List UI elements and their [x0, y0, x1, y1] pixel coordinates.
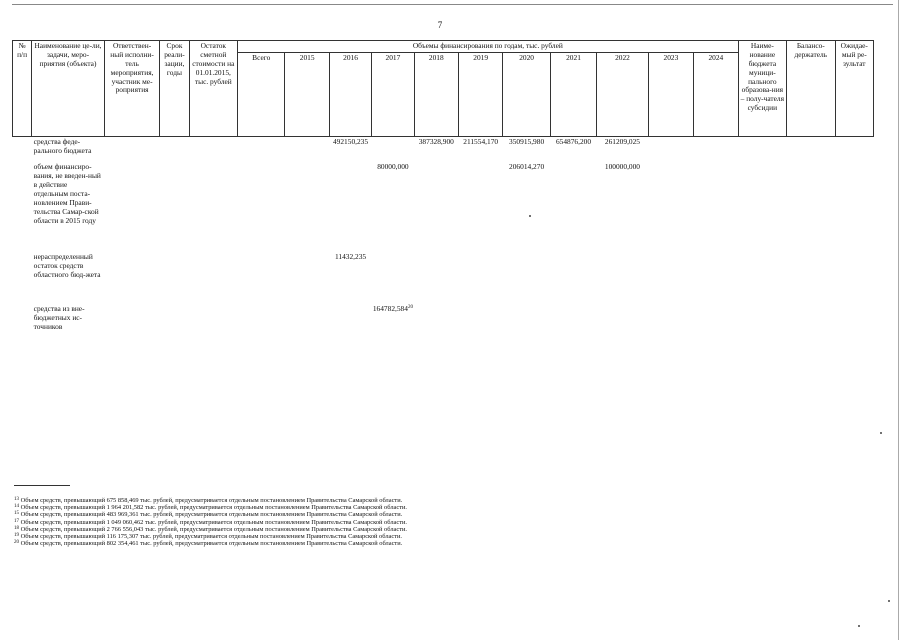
cell-value — [694, 304, 739, 344]
cell-value — [285, 252, 329, 304]
col-header-total: Всего — [238, 52, 285, 136]
col-header-year: 2018 — [414, 52, 458, 136]
cell-value — [550, 304, 596, 344]
cell-value — [414, 136, 458, 162]
cell-value-text: 492150,235 — [332, 136, 369, 146]
footnote-ref: 20 — [407, 305, 413, 311]
footnote-number: 15 — [14, 511, 19, 517]
cell-holder — [787, 304, 835, 344]
cell-value-text: 206014,270 — [509, 162, 545, 172]
col-header-municipality: Наиме-нование бюджета муници-пального образова-ния – полу-чателя субсидии — [738, 41, 786, 137]
cell-value-text: 164782,584 — [372, 304, 408, 314]
cell-value — [503, 136, 550, 162]
cell-value — [458, 252, 502, 304]
cell-value — [329, 304, 371, 344]
col-header-remainder: Остаток сметной стоимости на 01.01.2015, тыс. рублей — [189, 41, 237, 137]
cell-value — [648, 162, 693, 252]
cell-responsible — [104, 162, 160, 252]
table-row — [13, 162, 874, 252]
cell-term — [160, 162, 189, 252]
cell-value — [648, 136, 693, 162]
cell-value — [414, 252, 458, 304]
footnote — [14, 519, 754, 526]
footnote — [14, 540, 754, 547]
cell-expected — [835, 252, 873, 304]
scan-speck — [529, 215, 531, 217]
cell-remainder — [189, 304, 237, 344]
col-header-num: № п/п — [13, 41, 32, 137]
footnote-text: Объем средств, превышающий 1 049 060,462 тыс. рублей, предусматривается отдельным постановлением Правительства Самарской области. — [20, 518, 408, 526]
col-header-expected: Ожидае-мый ре-зультат — [835, 41, 873, 137]
cell-value — [648, 304, 693, 344]
cell-value — [503, 304, 550, 344]
cell-value — [694, 136, 739, 162]
cell-value — [329, 252, 371, 304]
cell-value — [372, 304, 414, 344]
cell-value-text: 100000,000 — [604, 162, 640, 172]
cell-value — [458, 162, 502, 252]
table-row — [13, 136, 874, 162]
cell-value — [414, 162, 458, 252]
cell-remainder — [189, 162, 237, 252]
col-header-year: 2017 — [372, 52, 414, 136]
cell-value — [458, 136, 502, 162]
col-header-year: 2022 — [597, 52, 648, 136]
cell-value — [372, 136, 414, 162]
cell-value — [503, 252, 550, 304]
cell-value — [329, 136, 371, 162]
footnote — [14, 497, 754, 504]
table-row — [13, 252, 874, 304]
col-header-year: 2019 — [458, 52, 502, 136]
cell-holder — [787, 136, 835, 162]
cell-value — [458, 304, 502, 344]
cell-value — [414, 304, 458, 344]
cell-municipality — [738, 162, 786, 252]
cell-responsible — [104, 136, 160, 162]
cell-value — [550, 136, 596, 162]
cell-responsible — [104, 252, 160, 304]
footnote-text: Объем средств, превышающий 802 354,461 тыс. рублей, предусматривается отдельным постановлением Правительства Самарской области. — [20, 540, 403, 548]
cell-value-text: 80000,000 — [377, 162, 409, 172]
cell-value-text: 387328,900 — [418, 136, 454, 146]
footnote-number: 17 — [14, 518, 19, 524]
cell-municipality — [738, 252, 786, 304]
footnote — [14, 504, 754, 511]
cell-value — [597, 252, 648, 304]
footnote-text: Объем средств, превышающий 675 858,469 тыс. рублей, предусматривается отдельным постановлением Правительства Самарской области. — [20, 497, 403, 504]
col-header-responsible: Ответствен-ный исполни-тель мероприятия, участник ме-роприятия — [104, 41, 160, 137]
footnote-number: 14 — [14, 504, 19, 510]
cell-num — [13, 162, 32, 252]
cell-value-text: 11432,235 — [334, 252, 367, 262]
top-border-line — [12, 4, 893, 5]
cell-holder — [787, 252, 835, 304]
row-label: объем финансиро-вания, не введен-ный в действие отдельным поста-новлением Прави-тельства Самар-ской области в 2015 году — [33, 162, 101, 225]
cell-value-text: 350915,980 — [509, 136, 545, 146]
col-header-term: Срок реали-зации, годы — [160, 41, 189, 137]
cell-total — [238, 136, 285, 162]
financing-table — [12, 40, 874, 344]
cell-value — [597, 304, 648, 344]
footnote — [14, 526, 754, 533]
cell-total — [238, 252, 285, 304]
cell-total — [238, 304, 285, 344]
cell-value-text: 261209,025 — [604, 136, 640, 146]
cell-value — [550, 162, 596, 252]
cell-value — [503, 162, 550, 252]
cell-value — [372, 162, 414, 252]
col-header-year: 2023 — [648, 52, 693, 136]
cell-remainder — [189, 252, 237, 304]
cell-num — [13, 136, 32, 162]
cell-num — [13, 252, 32, 304]
footnote-text: Объем средств, превышающий 116 175,307 тыс. рублей, предусматривается отдельным постановлением Правительства Самарской области. — [20, 532, 402, 540]
col-header-name: Наименование це-ли, задачи, меро-приятия (объекта) — [32, 41, 105, 137]
cell-term — [160, 136, 189, 162]
scan-speck — [888, 600, 890, 602]
footnote-text: Объем средств, превышающий 1 964 201,582 тыс. рублей, предусматривается отдельным постановлением Правительства Самарской области. — [20, 504, 408, 512]
page-number: 7 — [437, 20, 443, 30]
col-header-holder: Балансо-держатель — [787, 41, 835, 137]
cell-expected — [835, 136, 873, 162]
cell-value — [372, 252, 414, 304]
cell-expected — [835, 304, 873, 344]
col-header-year: 2024 — [694, 52, 739, 136]
table-row — [13, 304, 874, 344]
cell-value — [285, 162, 329, 252]
header-row-top — [13, 41, 874, 53]
cell-num — [13, 304, 32, 344]
cell-value — [550, 252, 596, 304]
table-body — [13, 136, 874, 344]
row-label: нераспределенный остаток средств областного бюд-жета — [33, 252, 101, 280]
cell-value — [597, 136, 648, 162]
cell-value — [694, 162, 739, 252]
cell-expected — [835, 162, 873, 252]
cell-remainder — [189, 136, 237, 162]
footnote — [14, 511, 754, 518]
cell-value — [329, 162, 371, 252]
footnotes — [14, 497, 754, 547]
footnote-separator — [14, 485, 70, 486]
col-header-year: 2020 — [503, 52, 550, 136]
footnote — [14, 533, 754, 540]
col-header-year: 2021 — [550, 52, 596, 136]
cell-value — [285, 136, 329, 162]
cell-term — [160, 252, 189, 304]
cell-total — [238, 162, 285, 252]
scan-speck — [858, 625, 860, 627]
cell-value — [648, 252, 693, 304]
footnote-number: 19 — [14, 532, 19, 538]
scan-edge — [898, 0, 905, 640]
footnote-text: Объем средств, превышающий 483 969,361 тыс. рублей, предусматривается отдельным постановлением Правительства Самарской области. — [20, 511, 403, 519]
footnote-number: 18 — [14, 525, 19, 531]
cell-value — [597, 162, 648, 252]
col-header-year: 2015 — [285, 52, 329, 136]
col-header-year: 2016 — [329, 52, 371, 136]
cell-value-text: 211554,170 — [463, 136, 499, 146]
cell-value — [694, 252, 739, 304]
cell-municipality — [738, 304, 786, 344]
footnote-text: Объем средств, превышающий 2 766 556,043 тыс. рублей, предусматривается отдельным постановлением Правительства Самарской области. — [20, 525, 408, 533]
scan-speck — [880, 432, 882, 434]
footnote-number: 20 — [14, 540, 19, 546]
cell-value-text: 654876,200 — [555, 136, 592, 146]
cell-value — [285, 304, 329, 344]
cell-holder — [787, 162, 835, 252]
col-header-volumes: Объемы финансирования по годам, тыс. рублей — [238, 41, 739, 53]
cell-responsible — [104, 304, 160, 344]
footnote-number: 13 — [14, 497, 19, 502]
row-label: средства из вне-бюджетных ис-точников — [33, 304, 85, 332]
cell-municipality — [738, 136, 786, 162]
row-label: средства феде-рального бюджета — [33, 136, 92, 155]
cell-term — [160, 304, 189, 344]
